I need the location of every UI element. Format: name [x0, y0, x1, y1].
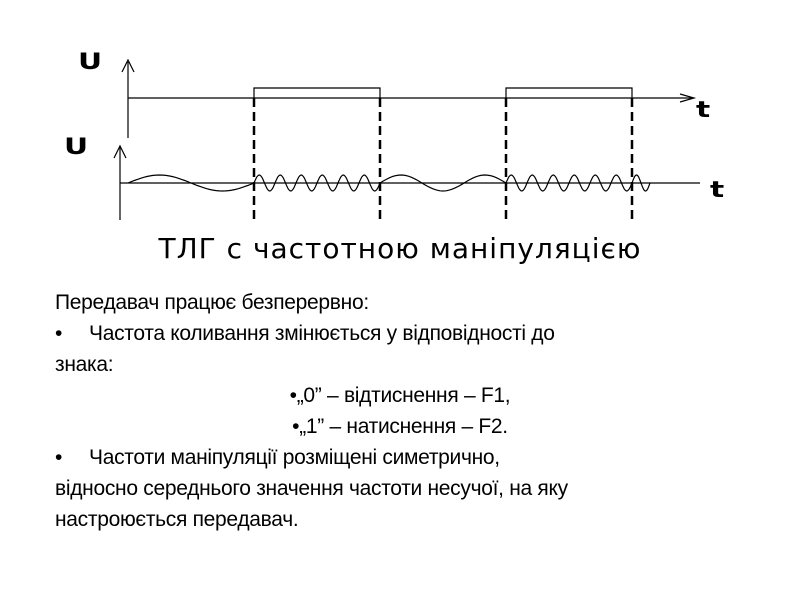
bottom-x-axis-label: t — [710, 178, 725, 203]
top-signal-graph — [122, 60, 694, 138]
bullet-1-text: Частота коливання змінюється у відповідності до — [89, 322, 555, 345]
sub-item-2 — [55, 411, 745, 442]
bullet-2-continuation-1: відносно середнього значення частоти несучої, на яку — [55, 477, 568, 500]
sub-item-1 — [55, 380, 745, 411]
bullet-2-text: Частоти маніпуляції розміщені симетрично, — [89, 446, 500, 469]
bottom-y-axis-label: U — [64, 135, 89, 160]
pulse-2 — [506, 88, 632, 98]
sub-item-1-text: „0” – відтиснення – F1, — [296, 384, 511, 407]
slide-title: ТЛГ с частотною маніпуляцією — [158, 232, 642, 265]
bullet-1-continuation: знака: — [55, 353, 114, 376]
bullet-1 — [55, 318, 745, 349]
bullet-2 — [55, 442, 745, 473]
bullet-mark: • — [55, 322, 63, 345]
top-y-axis-label: U — [78, 50, 103, 75]
bullet-2-continuation-2: настроюється передавач. — [55, 508, 299, 531]
dashed-markers — [254, 98, 632, 220]
intro-line: Передавач працює безперервно: — [55, 291, 369, 314]
top-x-axis-label: t — [696, 98, 711, 123]
bullet-mark: • — [289, 384, 297, 407]
bottom-signal-graph — [114, 146, 700, 220]
description-text — [55, 287, 745, 535]
pulse-1 — [254, 88, 380, 98]
sub-item-2-text: „1” – натиснення – F2. — [299, 415, 508, 438]
fsk-diagram — [0, 0, 800, 230]
bullet-mark: • — [292, 415, 300, 438]
bullet-mark: • — [55, 446, 63, 469]
